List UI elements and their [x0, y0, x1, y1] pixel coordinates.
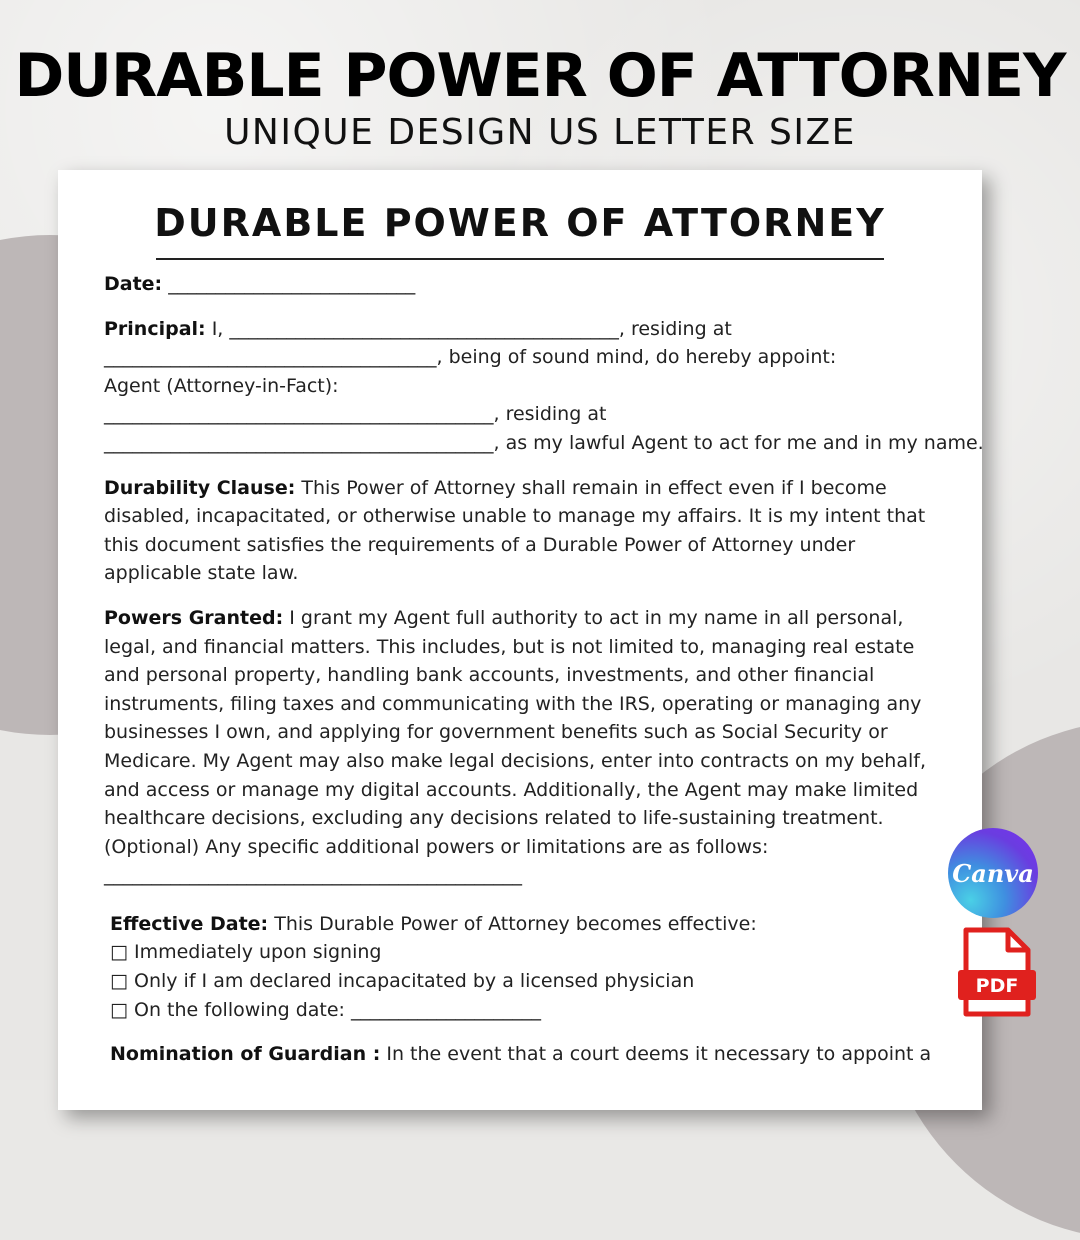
- effective-option-date: □ On the following date: ____________________: [110, 998, 541, 1021]
- banner-subtitle: UNIQUE DESIGN US LETTER SIZE: [224, 112, 856, 153]
- powers-section: [104, 604, 964, 890]
- durability-line-1: This Power of Attorney shall remain in effect even if I become: [295, 476, 887, 499]
- effective-line-1: This Durable Power of Attorney becomes effective:: [268, 912, 757, 935]
- document-page: [58, 170, 982, 1110]
- principal-label: Principal:: [104, 317, 206, 340]
- durability-label: Durability Clause:: [104, 476, 296, 499]
- canva-logo-text: Canva: [952, 858, 1034, 888]
- durability-line-2: disabled, incapacitated, or otherwise unable to manage my affairs. It is my intent that: [104, 505, 926, 528]
- powers-line-7: and access or manage my digital accounts. Additionally, the Agent may make limited: [104, 778, 919, 801]
- effective-option-immediately: □ Immediately upon signing: [110, 941, 382, 964]
- principal-section: [104, 315, 984, 458]
- guardian-line-1: In the event that a court deems it necessary to appoint a: [380, 1043, 932, 1066]
- document-title: DURABLE POWER OF ATTORNEY: [154, 201, 886, 245]
- powers-blank-line: ____________________________________________: [104, 864, 522, 887]
- agent-label: Agent (Attorney-in-Fact):: [104, 374, 339, 397]
- durability-section: [104, 474, 964, 588]
- powers-line-3: and personal property, handling bank accounts, investments, and other financial: [104, 664, 875, 687]
- powers-line-2: legal, and financial matters. This includes, but is not limited to, managing real estate: [104, 635, 915, 658]
- powers-line-9: (Optional) Any specific additional powers or limitations are as follows:: [104, 835, 769, 858]
- powers-line-1: I grant my Agent full authority to act in my name in all personal,: [283, 606, 904, 629]
- date-line: [104, 270, 964, 299]
- durability-line-3: this document satisfies the requirements of a Durable Power of Attorney under: [104, 533, 856, 556]
- effective-label: Effective Date:: [110, 912, 269, 935]
- principal-line-1: I, _________________________________________, residing at: [205, 317, 732, 340]
- effective-section: [104, 910, 964, 1024]
- date-blank: __________________________: [162, 273, 416, 295]
- title-divider: [156, 258, 884, 260]
- agent-line-1: _________________________________________, residing at: [104, 403, 607, 426]
- agent-line-2: _________________________________________, as my lawful Agent to act for me and in my name.: [104, 431, 984, 454]
- canva-logo-icon: [948, 828, 1038, 918]
- pdf-file-icon: [956, 926, 1038, 1018]
- effective-option-incapacitated: □ Only if I am declared incapacitated by a licensed physician: [110, 970, 695, 993]
- powers-line-5: businesses I own, and applying for government benefits such as Social Security or: [104, 721, 888, 744]
- powers-line-4: instruments, filing taxes and communicating with the IRS, operating or managing any: [104, 692, 922, 715]
- principal-line-2: ___________________________________, being of sound mind, do hereby appoint:: [104, 346, 837, 369]
- durability-line-4: applicable state law.: [104, 562, 299, 585]
- date-label: Date:: [104, 273, 163, 295]
- banner-title: DURABLE POWER OF ATTORNEY: [14, 41, 1066, 111]
- guardian-label: Nomination of Guardian :: [110, 1043, 381, 1066]
- document-body: [104, 270, 984, 1069]
- powers-label: Powers Granted:: [104, 606, 284, 629]
- powers-line-6: Medicare. My Agent may also make legal decisions, enter into contracts on my behalf,: [104, 749, 926, 772]
- pdf-label: PDF: [975, 975, 1019, 997]
- guardian-section: [104, 1040, 964, 1069]
- powers-line-8: healthcare decisions, excluding any decisions related to life-sustaining treatment.: [104, 807, 884, 830]
